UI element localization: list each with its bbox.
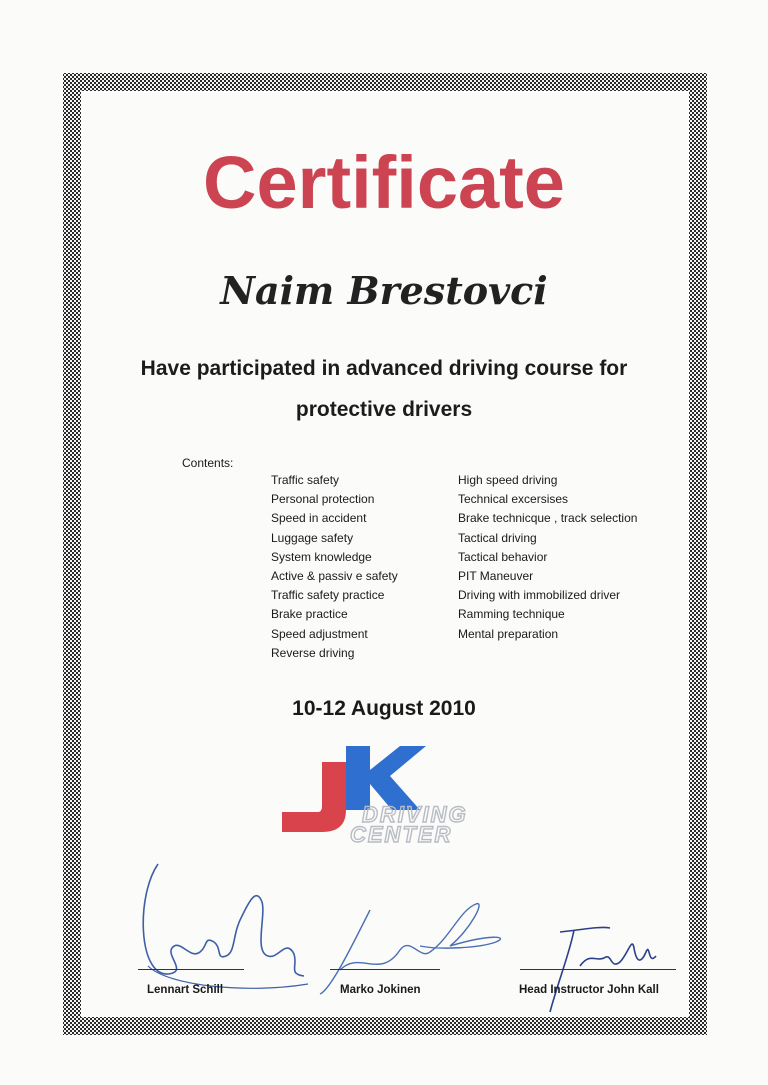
logo-k-letter	[346, 746, 426, 810]
signature-line-3	[520, 969, 676, 970]
list-item: Active & passiv e safety	[271, 569, 398, 584]
list-item: Driving with immobilized driver	[458, 588, 621, 603]
list-item: Ramming technique	[458, 607, 565, 622]
list-item: Brake technicque , track selection	[458, 511, 638, 526]
logo-j-letter	[282, 762, 346, 832]
recipient-name: Naim Brestovci	[220, 268, 548, 313]
list-item: Traffic safety practice	[271, 588, 385, 603]
list-item: Speed adjustment	[271, 626, 368, 641]
statement-line-2: protective drivers	[295, 398, 473, 421]
logo-text	[350, 802, 468, 846]
contents-left-list	[271, 471, 398, 663]
list-item: Speed in accident	[271, 511, 367, 526]
list-item: Brake practice	[271, 607, 348, 622]
signature-john-kall	[500, 922, 670, 1022]
logo-line-1: DRIVING	[362, 802, 468, 827]
list-item: Tactical driving	[458, 530, 537, 545]
list-item: High speed driving	[458, 473, 558, 487]
jk-driving-center-logo	[276, 742, 508, 846]
list-item: Tactical behavior	[458, 549, 548, 564]
list-item: Reverse driving	[271, 645, 355, 660]
contents-label: Contents:	[182, 456, 234, 470]
signature-line-1	[138, 969, 244, 970]
signatory-label-2: Marko Jokinen	[340, 984, 421, 996]
contents-right-list	[458, 471, 637, 644]
logo-line-2: CENTER	[350, 822, 453, 846]
list-item: Personal protection	[271, 492, 375, 507]
list-item: Technical excersises	[458, 492, 569, 507]
signatory-label-3: Head Instructor John Kall	[519, 984, 659, 996]
course-date: 10-12 August 2010	[292, 697, 476, 720]
signature-line-2	[330, 969, 440, 970]
list-item: System knowledge	[271, 549, 372, 564]
list-item: Mental preparation	[458, 626, 559, 641]
list-item: Luggage safety	[271, 530, 354, 545]
signatory-label-1: Lennart Schill	[147, 984, 224, 996]
list-item: Traffic safety	[271, 473, 340, 487]
statement-line-1: Have participated in advanced driving course for	[140, 357, 628, 380]
list-item: PIT Maneuver	[458, 569, 534, 584]
certificate-title: Certificate	[203, 141, 565, 224]
